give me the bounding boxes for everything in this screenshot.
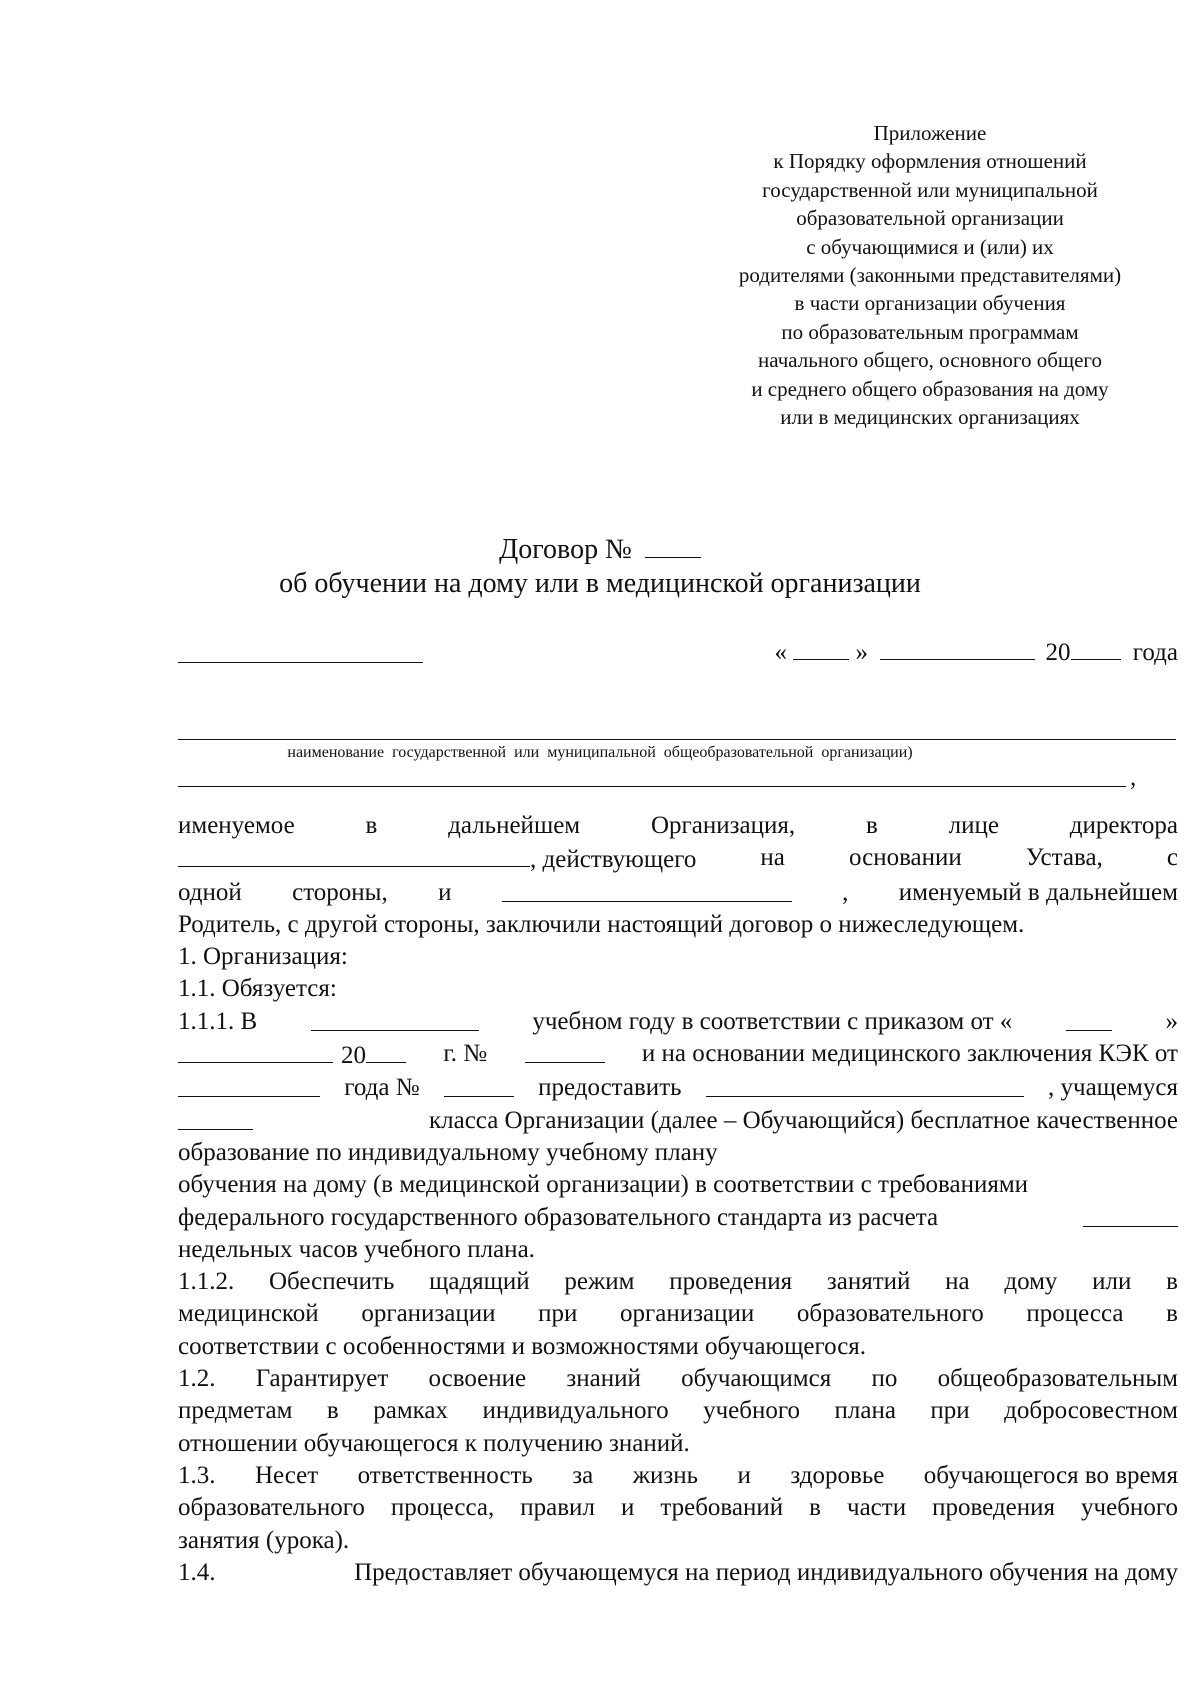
date-century: 20 (1045, 639, 1071, 666)
body-line (178, 1169, 1178, 1201)
word: федерального государственного образовательного стандарта из расчета (178, 1203, 939, 1231)
student-name-blank (706, 1072, 1024, 1097)
word: образовательного (796, 1300, 984, 1328)
word: в (1166, 1268, 1178, 1296)
word: Организация, (650, 812, 796, 839)
director-name-blank (178, 842, 530, 867)
body-line (178, 909, 1178, 941)
day-blank (793, 635, 849, 660)
word: » (1165, 1007, 1178, 1035)
word: класса Организации (далее – Обучающийся) бесплатное качественное (428, 1106, 1178, 1134)
word: щадящий (429, 1268, 530, 1296)
word: Обеспечить (268, 1268, 395, 1296)
body-line (178, 877, 1178, 909)
appendix-line: и среднего общего образования на дому (751, 376, 1109, 401)
body-sentence: образование по индивидуальному учебному плану (178, 1138, 718, 1166)
word: в (809, 1494, 821, 1522)
word: процесса (1026, 1300, 1124, 1328)
word: в (365, 812, 378, 839)
month-blank (880, 635, 1035, 660)
document-title (0, 533, 1200, 601)
body-line (178, 1105, 1178, 1137)
body-line (178, 1525, 1178, 1557)
org-name-caption: наименование государственной или муниципальной общеобразовательной организации) (287, 744, 913, 761)
word: предметам (178, 1397, 293, 1425)
org-comma: , (1130, 764, 1137, 791)
title-contract-number: Договор № (499, 534, 632, 565)
body-line (178, 1234, 1178, 1266)
word: Предоставляет обучающемуся на период индивидуального обучения на дому (354, 1558, 1178, 1586)
word: 1.1.2. (178, 1268, 235, 1296)
body-line (178, 1428, 1178, 1460)
class-blank (178, 1105, 253, 1130)
appendix-line: образовательной организации (796, 206, 1064, 231)
word: Гарантирует (255, 1365, 389, 1393)
word: индивидуального (482, 1397, 669, 1425)
contract-number-blank (645, 556, 701, 558)
appendix-line: родителями (законными представителями) (738, 263, 1122, 288)
word: обучающегося во время (923, 1461, 1178, 1489)
word: 1.1.1. В (178, 1007, 258, 1035)
order-number-blank (525, 1038, 605, 1063)
word: основании (848, 844, 962, 872)
word: процесса, (390, 1494, 495, 1522)
section-1-1-heading: 1.1. Обязуется: (178, 975, 337, 1003)
word: и на основании медицинского заключения КЭК от (641, 1040, 1178, 1068)
org-name-blank-2 (178, 786, 1126, 787)
appendix-line: или в медицинских организациях (780, 405, 1080, 430)
word: плана (834, 1397, 896, 1425)
contract-body (178, 810, 1178, 1589)
word: года № (344, 1074, 420, 1102)
word: общеобразовательным (937, 1365, 1178, 1393)
word: 1.2. (178, 1365, 216, 1393)
conclusion-date-blank (178, 1072, 320, 1097)
order-day-blank (1066, 1006, 1112, 1031)
order-date-field (178, 1038, 406, 1072)
word: и (438, 878, 452, 906)
word: в (865, 812, 878, 839)
appendix-line: Приложение (873, 121, 987, 145)
word: при (930, 1397, 970, 1425)
title-line-1 (0, 533, 1200, 567)
word: дальнейшем (448, 812, 581, 839)
word: учебного (1081, 1494, 1178, 1522)
director-field (178, 842, 696, 876)
word: обучающимся (681, 1365, 832, 1393)
word: в (326, 1397, 339, 1425)
word: на (760, 844, 785, 872)
word: занятий (826, 1268, 911, 1296)
body-line (178, 1202, 1178, 1234)
word: Устава, (1025, 844, 1103, 872)
word: за (572, 1461, 594, 1489)
word: организации (620, 1300, 755, 1328)
word: дому (1004, 1268, 1058, 1296)
appendix-block (700, 119, 1160, 431)
word: Несет (254, 1461, 319, 1489)
word: знаний (566, 1365, 641, 1393)
appendix-line: с обучающимися и (или) их (806, 234, 1054, 259)
word: или (1092, 1268, 1132, 1296)
date-open-quote: « (774, 639, 788, 666)
word: в (1166, 1300, 1178, 1328)
section-1-heading: 1. Организация: (178, 943, 348, 971)
body-sentence: недельных часов учебного плана. (178, 1235, 535, 1263)
body-line (178, 1557, 1178, 1589)
word: именуемый в дальнейшем (898, 878, 1178, 906)
appendix-line: начального общего, основного общего (757, 348, 1103, 373)
body-line (178, 1298, 1178, 1330)
body-sentence: занятия (урока). (178, 1526, 350, 1554)
word: одной (178, 878, 242, 906)
conclusion-number-blank (444, 1072, 514, 1097)
word: и (737, 1461, 751, 1489)
parent-name-blank (502, 877, 792, 902)
body-line (178, 1266, 1178, 1298)
body-line (178, 842, 1178, 876)
body-line (178, 1492, 1178, 1524)
date-year-word: года (1132, 639, 1178, 666)
body-line (178, 1363, 1178, 1395)
word: режим (564, 1268, 635, 1296)
word: по (871, 1365, 898, 1393)
word: лице (948, 812, 999, 839)
academic-year-blank (311, 1006, 479, 1031)
word: организации (361, 1300, 496, 1328)
word: 20 (341, 1042, 366, 1070)
word: учебного (703, 1397, 801, 1425)
word: здоровье (790, 1461, 885, 1489)
date-field (775, 635, 1178, 670)
word: , (842, 878, 849, 906)
appendix-line: государственной или муниципальной (762, 177, 1098, 202)
word: ответственность (357, 1461, 533, 1489)
body-line (178, 1331, 1178, 1363)
word: предоставить (538, 1074, 682, 1102)
weekly-hours-blank (1083, 1202, 1178, 1227)
word: г. № (443, 1040, 488, 1068)
word: требований (660, 1494, 784, 1522)
word: с (1166, 844, 1178, 872)
body-line (178, 810, 1178, 842)
word: на (945, 1268, 970, 1296)
word: , учащемуся (1048, 1074, 1178, 1102)
place-blank (178, 662, 423, 663)
title-line-2: об обучении на дому или в медицинской организации (279, 568, 921, 599)
word: именуемое (178, 812, 295, 839)
org-name-blank (178, 739, 1176, 740)
section-heading (178, 973, 1178, 1005)
word: директора (1069, 812, 1178, 839)
word: добросовестном (1004, 1397, 1178, 1425)
word: учебном году в соответствии с приказом от « (532, 1007, 1013, 1035)
body-sentence: Родитель, с другой стороны, заключили настоящий договор о нижеследующем. (178, 910, 1025, 938)
word: 1.4. (178, 1558, 216, 1586)
word: проведения (669, 1268, 793, 1296)
word: 1.3. (178, 1461, 216, 1489)
body-line (178, 1006, 1178, 1038)
section-heading (178, 941, 1178, 973)
word: и (620, 1494, 635, 1522)
word: стороны, (292, 878, 388, 906)
date-row (178, 635, 1178, 669)
word: проведения (932, 1494, 1056, 1522)
body-sentence: обучения на дому (в медицинской организации) в соответствии с требованиями (178, 1171, 1029, 1199)
word: жизнь (632, 1461, 699, 1489)
appendix-line: по образовательным программам (781, 319, 1079, 344)
word: части (847, 1494, 907, 1522)
appendix-line: в части организации обучения (794, 291, 1066, 316)
body-line (178, 1137, 1178, 1169)
order-month-blank (178, 1038, 333, 1063)
word: правил (520, 1494, 595, 1522)
word: медицинской (178, 1300, 319, 1328)
word: при (538, 1300, 578, 1328)
order-year-blank (366, 1038, 406, 1063)
word: образовательного (178, 1494, 365, 1522)
body-sentence: отношении обучающегося к получению знаний. (178, 1429, 690, 1457)
body-line (178, 1460, 1178, 1492)
body-line (178, 1072, 1178, 1104)
word: рамках (373, 1397, 448, 1425)
word: освоение (428, 1365, 527, 1393)
year-blank (1071, 635, 1121, 660)
appendix-line: к Порядку оформления отношений (773, 149, 1087, 174)
body-line (178, 1395, 1178, 1427)
word: , действующего (530, 846, 697, 874)
date-close-quote: » (855, 639, 869, 666)
body-line (178, 1038, 1178, 1072)
body-sentence: соответствии с особенностями и возможностями обучающегося. (178, 1332, 867, 1360)
